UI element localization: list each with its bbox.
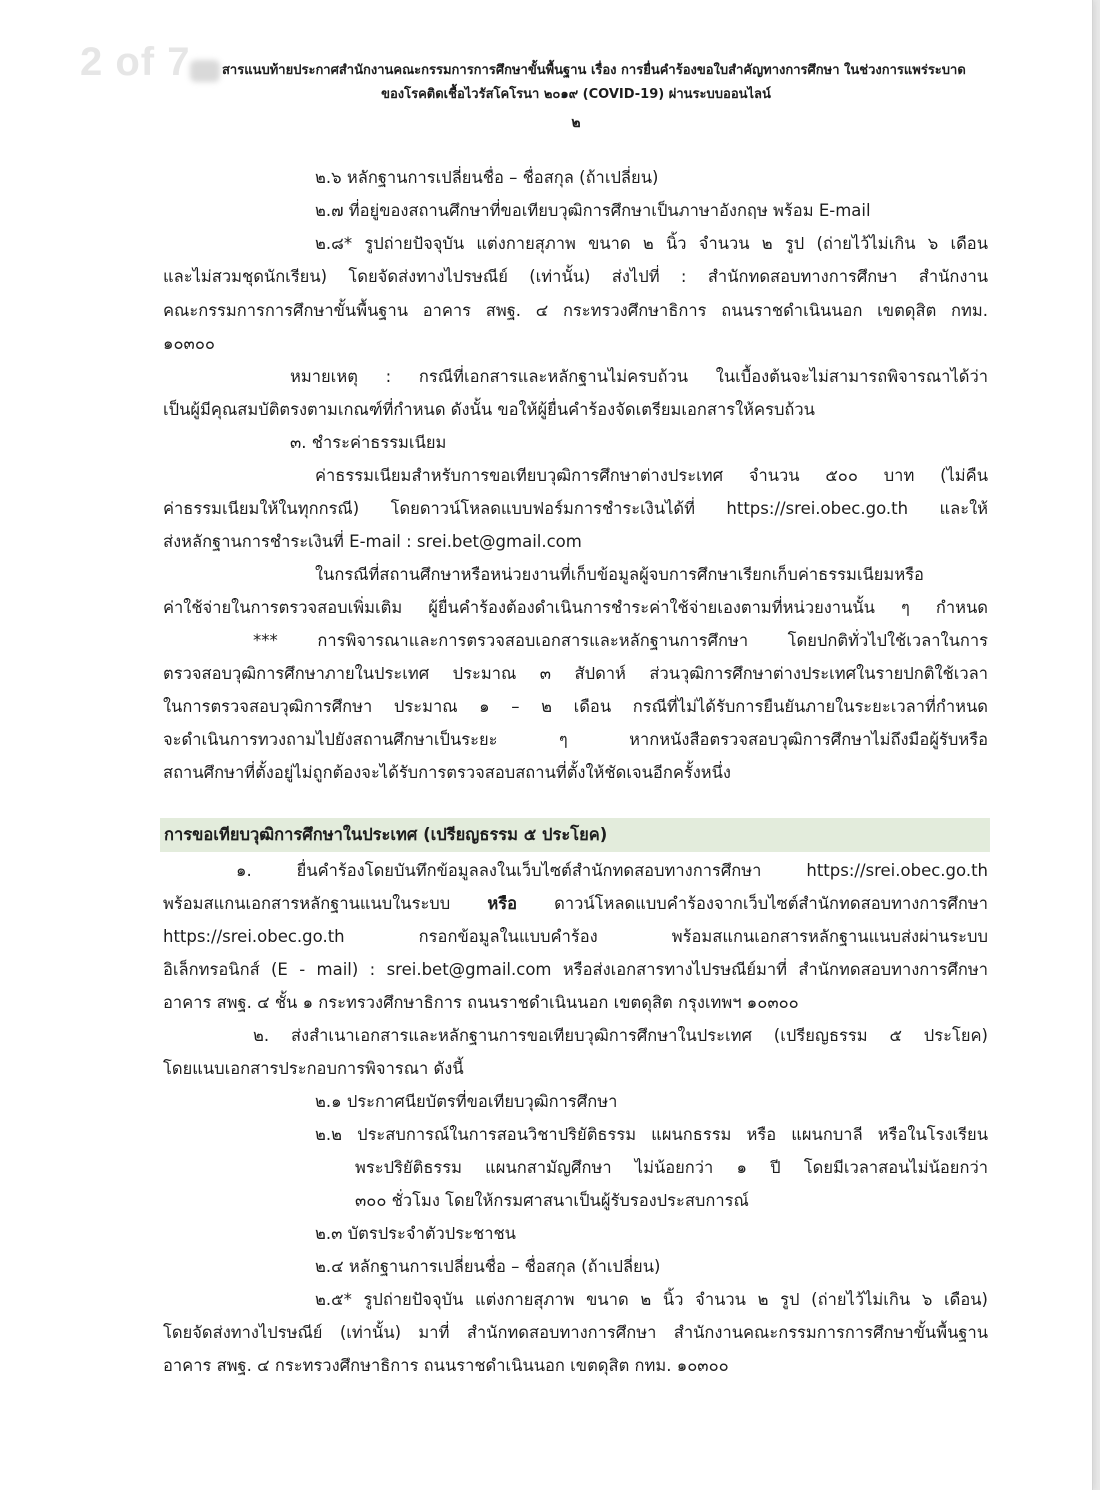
text-run: ดาวน์โหลดแบบคำร้องจากเว็บไซต์สำนักทดสอบทางการศึกษา [517,894,988,913]
body-line: ส่งหลักฐานการชำระเงินที่ E-mail : srei.bet@gmail.com [163,532,582,551]
body-line: ๒.๗ ที่อยู่ของสถานศึกษาที่ขอเทียบวุฒิการศึกษาเป็นภาษาอังกฤษ พร้อม E-mail [315,201,871,220]
body-line: ๑. ยื่นคำร้องโดยบันทึกข้อมูลลงในเว็บไซต์สำนักทดสอบทางการศึกษา https://srei.obec.go.th [236,861,988,880]
body-line: ค่าใช้จ่ายในการตรวจสอบเพิ่มเติม ผู้ยื่นคำร้องต้องดำเนินการชำระค่าใช้จ่ายเองตามที่หน่วยงานนั้น ๆ กำหนด [163,598,988,617]
body-line: พระปริยัติธรรม แผนกสามัญศึกษา ไม่น้อยกว่า ๑ ปี โดยมีเวลาสอนไม่น้อยกว่า [355,1158,988,1177]
body-line: ๒.๔ หลักฐานการเปลี่ยนชื่อ – ชื่อสกุล (ถ้าเปลี่ยน) [315,1257,661,1276]
body-line: *** การพิจารณาและการตรวจสอบเอกสารและหลักฐานการศึกษา โดยปกติทั่วไปใช้เวลาในการ [253,631,988,650]
header-line-1: สารแนบท้ายประกาศสำนักงานคณะกรรมการการศึกษาขั้นพื้นฐาน เรื่อง การยื่นคำร้องขอใบสำคัญทางการศึกษา ในช่วงการแพร่ระบาด [222,63,966,78]
body-line: https://srei.obec.go.th กรอกข้อมูลในแบบคำร้อง พร้อมสแกนเอกสารหลักฐานแนบส่งผ่านระบบ [163,927,988,946]
note-line: เป็นผู้มีคุณสมบัติตรงตามเกณฑ์ที่กำหนด ดังนั้น ขอให้ผู้ยื่นคำร้องจัดเตรียมเอกสารให้ครบถ้วน [163,400,815,419]
header-line-2: ของโรคติดเชื้อไวรัสโคโรนา ๒๐๑๙ (COVID-19) ผ่านระบบออนไลน์ [381,87,771,102]
body-line: ๒.๓ บัตรประจำตัวประชาชน [315,1224,516,1243]
body-line: ในกรณีที่สถานศึกษาหรือหน่วยงานที่เก็บข้อมูลผู้จบการศึกษาเรียกเก็บค่าธรรมเนียมหรือ [315,565,924,584]
body-line: ๒.๑ ประกาศนียบัตรที่ขอเทียบวุฒิการศึกษา [315,1092,618,1111]
body-line: ค่าธรรมเนียมให้ในทุกกรณี) โดยดาวน์โหลดแบบฟอร์มการชำระเงินได้ที่ https://srei.obec.go.th และให้ [163,499,988,518]
redacted-mark [190,60,220,82]
note-line: หมายเหตุ : กรณีที่เอกสารและหลักฐานไม่ครบถ้วน ในเบื้องต้นจะไม่สามารถพิจารณาได้ว่า [290,367,988,386]
body-line: ค่าธรรมเนียมสำหรับการขอเทียบวุฒิการศึกษาต่างประเทศ จำนวน ๕๐๐ บาท (ไม่คืน [315,466,988,485]
item-heading: ๓. ชำระค่าธรรมเนียม [290,433,447,452]
body-line: ๑๐๓๐๐ [163,334,215,353]
section-title: การขอเทียบวุฒิการศึกษาในประเทศ (เปรียญธรรม ๕ ประโยค) [164,825,608,844]
body-line: อิเล็กทรอนิกส์ (E - mail) : srei.bet@gmail.com หรือส่งเอกสารทางไปรษณีย์มาที่ สำนักทดสอบทางการศึกษา [163,960,988,979]
body-line: ๒.๘* รูปถ่ายปัจจุบัน แต่งกายสุภาพ ขนาด ๒ นิ้ว จำนวน ๒ รูป (ถ่ายไว้ไม่เกิน ๖ เดือน [315,234,988,253]
text-run: พร้อมสแกนเอกสารหลักฐานแนบในระบบ [163,894,488,913]
emphasis-text: หรือ [487,894,518,913]
body-line: และไม่สวมชุดนักเรียน) โดยจัดส่งทางไปรษณีย์ (เท่านั้น) ส่งไปที่ : สำนักทดสอบทางการศึกษา สำนักงาน [163,267,988,286]
body-line: สถานศึกษาที่ตั้งอยู่ไม่ถูกต้องจะได้รับการตรวจสอบสถานที่ตั้งให้ชัดเจนอีกครั้งหนึ่ง [163,763,731,782]
body-line: อาคาร สพฐ. ๔ กระทรวงศึกษาธิการ ถนนราชดำเนินนอก เขตดุสิต กทม. ๑๐๓๐๐ [163,1356,729,1375]
body-line [163,889,988,919]
body-line: ๒. ส่งสำเนาเอกสารและหลักฐานการขอเทียบวุฒิการศึกษาในประเทศ (เปรียญธรรม ๕ ประโยค) [253,1026,988,1045]
page-counter: 2 of 7 [80,40,191,84]
body-line: ๒.๒ ประสบการณ์ในการสอนวิชาปริยัติธรรม แผนกธรรม หรือ แผนกบาลี หรือในโรงเรียน [315,1125,988,1144]
body-line: ๒.๖ หลักฐานการเปลี่ยนชื่อ – ชื่อสกุล (ถ้าเปลี่ยน) [315,168,659,187]
body-line: อาคาร สพฐ. ๔ ชั้น ๑ กระทรวงศึกษาธิการ ถนนราชดำเนินนอก เขตดุสิต กรุงเทพฯ ๑๐๓๐๐ [163,993,799,1012]
body-line: จะดำเนินการทวงถามไปยังสถานศึกษาเป็นระยะ ๆ หากหนังสือตรวจสอบวุฒิการศึกษาไม่ถึงมือผู้รับหรือ [163,730,988,749]
body-line: ในการตรวจสอบวุฒิการศึกษา ประมาณ ๑ – ๒ เดือน กรณีที่ไม่ได้รับการยืนยันภายในระยะเวลาที่กำหนด [163,697,988,716]
body-line: ๒.๕* รูปถ่ายปัจจุบัน แต่งกายสุภาพ ขนาด ๒ นิ้ว จำนวน ๒ รูป (ถ่ายไว้ไม่เกิน ๖ เดือน) [315,1290,988,1309]
body-line: ๓๐๐ ชั่วโมง โดยให้กรมศาสนาเป็นผู้รับรองประสบการณ์ [355,1191,749,1210]
body-line: โดยแนบเอกสารประกอบการพิจารณา ดังนี้ [163,1059,464,1078]
body-line: ตรวจสอบวุฒิการศึกษาภายในประเทศ ประมาณ ๓ สัปดาห์ ส่วนวุฒิการศึกษาต่างประเทศในรายปกติใช้เวลา [163,664,988,683]
page-number: ๒ [571,115,581,131]
body-line: โดยจัดส่งทางไปรษณีย์ (เท่านั้น) มาที่ สำนักทดสอบทางการศึกษา สำนักงานคณะกรรมการการศึกษาขั้นพื้นฐาน [163,1323,988,1342]
body-line: คณะกรรมการการศึกษาขั้นพื้นฐาน อาคาร สพฐ. ๔ กระทรวงศึกษาธิการ ถนนราชดำเนินนอก เขตดุสิต กทม. [163,301,988,320]
